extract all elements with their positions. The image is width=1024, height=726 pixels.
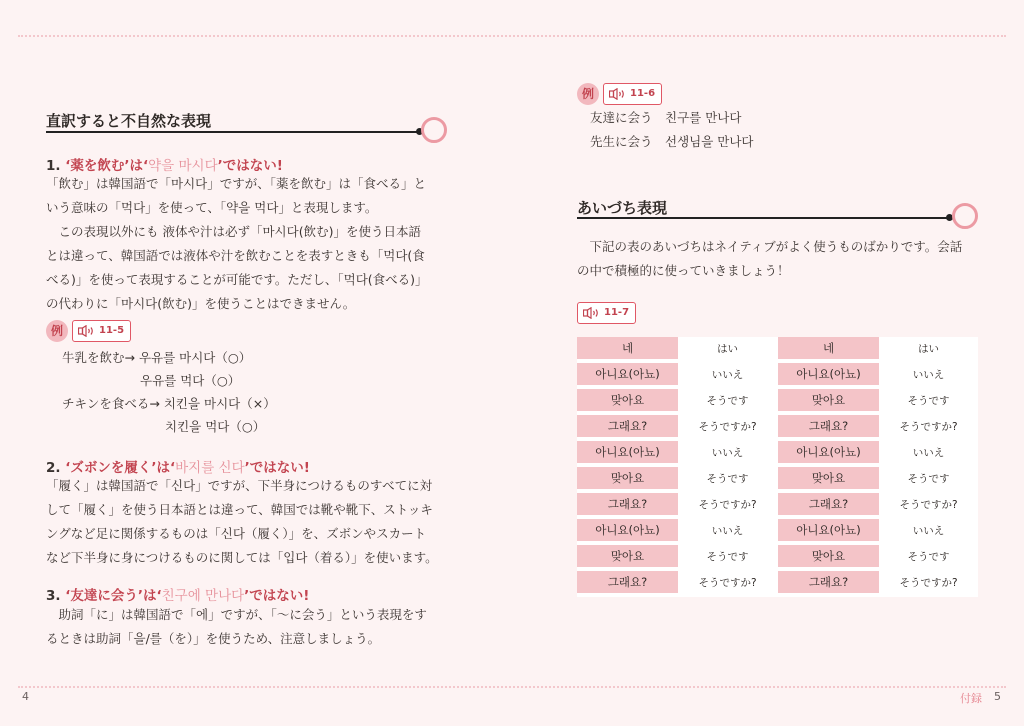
subsection-3-line: 助詞「に」は韓国語で「에」ですが、「〜に会う」という表現をす	[46, 607, 427, 622]
subsection-1-line: の代わりに「마시다(飲む)」を使うことはできません。	[46, 296, 356, 311]
korean-cell: 아니요(아뇨)	[778, 441, 879, 467]
japanese-cell: そうですか?	[678, 415, 777, 441]
subsection-2-title-b: ’ではない!	[244, 460, 310, 476]
subsection-2-title	[46, 456, 310, 476]
subsection-2-line: 「履く」は韓国語で「신다」ですが、下半身につけるものすべてに対	[46, 478, 433, 493]
subsection-3-line: るときは助詞「을/를（を）」を使うため、注意しましょう。	[46, 631, 381, 646]
ring-icon	[421, 117, 447, 143]
japanese-cell: いいえ	[879, 363, 978, 389]
audio-track-button[interactable]	[577, 302, 636, 324]
korean-cell: 아니요(아뇨)	[577, 363, 678, 389]
japanese-cell: そうです	[678, 545, 777, 571]
table-row	[577, 519, 978, 545]
left-section-heading: 直訳すると不自然な表現	[46, 112, 212, 130]
page-label: 付録	[960, 692, 982, 705]
japanese-cell: いいえ	[879, 519, 978, 545]
heading-underline	[46, 131, 419, 133]
subsection-1-line: この表現以外にも 液体や汁は必ず「마시다(飲む)」を使う日本語	[46, 224, 421, 239]
example-line: 우유를 먹다（○）	[140, 373, 241, 388]
japanese-cell: はい	[879, 337, 978, 363]
table-row	[577, 571, 978, 597]
japanese-cell: そうですか?	[879, 415, 978, 441]
subsection-1-line: べる)」を使って表現することが可能です。ただし、「먹다(食べる)」	[46, 272, 428, 287]
audio-track-number: 11-6	[630, 88, 656, 99]
korean-cell: 아니요(아뇨)	[778, 363, 879, 389]
table-row	[577, 415, 978, 441]
japanese-cell: そうですか?	[678, 493, 777, 519]
subsection-3-title-b: ’ではない!	[244, 588, 310, 604]
japanese-cell: そうですか?	[678, 571, 777, 597]
speaker-icon	[609, 88, 627, 100]
subsection-1-line: 「飲む」は韓国語で「마시다」ですが、「薬を飲む」は「食べる」と	[46, 176, 426, 191]
korean-cell: 그래요?	[778, 493, 879, 519]
subsection-1-line: とは違って、韓国語では液体や汁を飲むことを表すときも「먹다(食	[46, 248, 425, 263]
korean-cell: 그래요?	[778, 571, 879, 597]
example-line: 치킨을 먹다（○）	[165, 419, 266, 434]
subsection-1-title	[46, 154, 283, 174]
aizuchi-table	[577, 337, 978, 597]
example-mark: 例	[577, 83, 599, 105]
table-row	[577, 441, 978, 467]
japanese-cell: いいえ	[879, 441, 978, 467]
subsection-2-title-a: ‘ズボンを履く’は‘	[65, 460, 176, 476]
subsection-3-title-a: ‘友達に会う’は‘	[65, 588, 162, 604]
table-row	[577, 389, 978, 415]
example-line: チキンを食べる→ 치킨을 마시다（×）	[62, 396, 276, 411]
intro-line: の中で積極的に使っていきましょう！	[577, 263, 790, 278]
korean-cell: 네	[577, 337, 678, 363]
ring-icon	[952, 203, 978, 229]
table-row	[577, 467, 978, 493]
audio-track-number: 11-5	[99, 325, 125, 336]
japanese-cell: そうですか?	[879, 493, 978, 519]
subsection-1-title-b: ’ではない!	[217, 158, 283, 174]
heading-underline	[577, 217, 949, 219]
korean-cell: 맞아요	[778, 467, 879, 493]
subsection-2-line: など下半身に身につけるものに関しては「입다（着る）」を使います。	[46, 550, 438, 565]
subsection-1-line: いう意味の「먹다」を使って、「약을 먹다」と表現します。	[46, 200, 378, 215]
speaker-icon	[78, 325, 96, 337]
audio-track-button[interactable]	[603, 83, 662, 105]
korean-cell: 맞아요	[577, 389, 678, 415]
example-mark: 例	[46, 320, 68, 342]
subsection-3-number: 3.	[46, 588, 61, 604]
japanese-cell: いいえ	[678, 519, 777, 545]
korean-cell: 맞아요	[577, 545, 678, 571]
speaker-icon	[583, 307, 601, 319]
audio-track-number: 11-7	[604, 307, 630, 318]
table-row	[577, 363, 978, 389]
japanese-cell: そうです	[678, 389, 777, 415]
japanese-cell: そうです	[879, 389, 978, 415]
korean-cell: 그래요?	[577, 415, 678, 441]
subsection-2-line: ングなど足に関係するものは「신다（履く）」を、ズボンやスカート	[46, 526, 427, 541]
korean-cell: 아니요(아뇨)	[577, 519, 678, 545]
japanese-cell: そうです	[678, 467, 777, 493]
top-dotted-rule	[18, 35, 1006, 37]
japanese-cell: そうです	[879, 545, 978, 571]
page-number-left: 4	[22, 690, 29, 703]
korean-cell: 그래요?	[577, 571, 678, 597]
subsection-3-title-kr: 친구에 만나다	[161, 588, 245, 604]
japanese-cell: はい	[678, 337, 777, 363]
page-number-right: 5	[994, 690, 1001, 703]
korean-cell: 맞아요	[778, 389, 879, 415]
japanese-cell: そうです	[879, 467, 978, 493]
right-section-heading: あいづち表現	[577, 199, 668, 217]
audio-track-button[interactable]	[72, 320, 131, 342]
subsection-1-title-a: ‘薬を飲む’は‘	[65, 158, 149, 174]
korean-cell: 네	[778, 337, 879, 363]
example-line: 牛乳を飲む→ 우유를 마시다（○）	[62, 350, 252, 365]
table-row	[577, 493, 978, 519]
example-line: 先生に会う 선생님을 만나다	[590, 134, 754, 149]
subsection-1-title-kr: 약을 마시다	[148, 158, 218, 174]
korean-cell: 그래요?	[577, 493, 678, 519]
korean-cell: 아니요(아뇨)	[778, 519, 879, 545]
subsection-3-title	[46, 584, 309, 604]
table-row	[577, 545, 978, 571]
korean-cell: 그래요?	[778, 415, 879, 441]
japanese-cell: そうですか?	[879, 571, 978, 597]
japanese-cell: いいえ	[678, 441, 777, 467]
korean-cell: 맞아요	[577, 467, 678, 493]
table-row	[577, 337, 978, 363]
korean-cell: 맞아요	[778, 545, 879, 571]
example-line: 友達に会う 친구를 만나다	[590, 110, 742, 125]
subsection-2-number: 2.	[46, 460, 61, 476]
japanese-cell: いいえ	[678, 363, 777, 389]
subsection-2-line: して「履く」を使う日本語とは違って、韓国では靴や靴下、ストッキ	[46, 502, 433, 517]
korean-cell: 아니요(아뇨)	[577, 441, 678, 467]
bottom-dotted-rule	[18, 686, 1006, 688]
subsection-2-title-kr: 바지를 신다	[175, 460, 245, 476]
subsection-1-number: 1.	[46, 158, 61, 174]
intro-line: 下記の表のあいづちはネイティブがよく使うものばかりです。会話	[577, 239, 963, 254]
